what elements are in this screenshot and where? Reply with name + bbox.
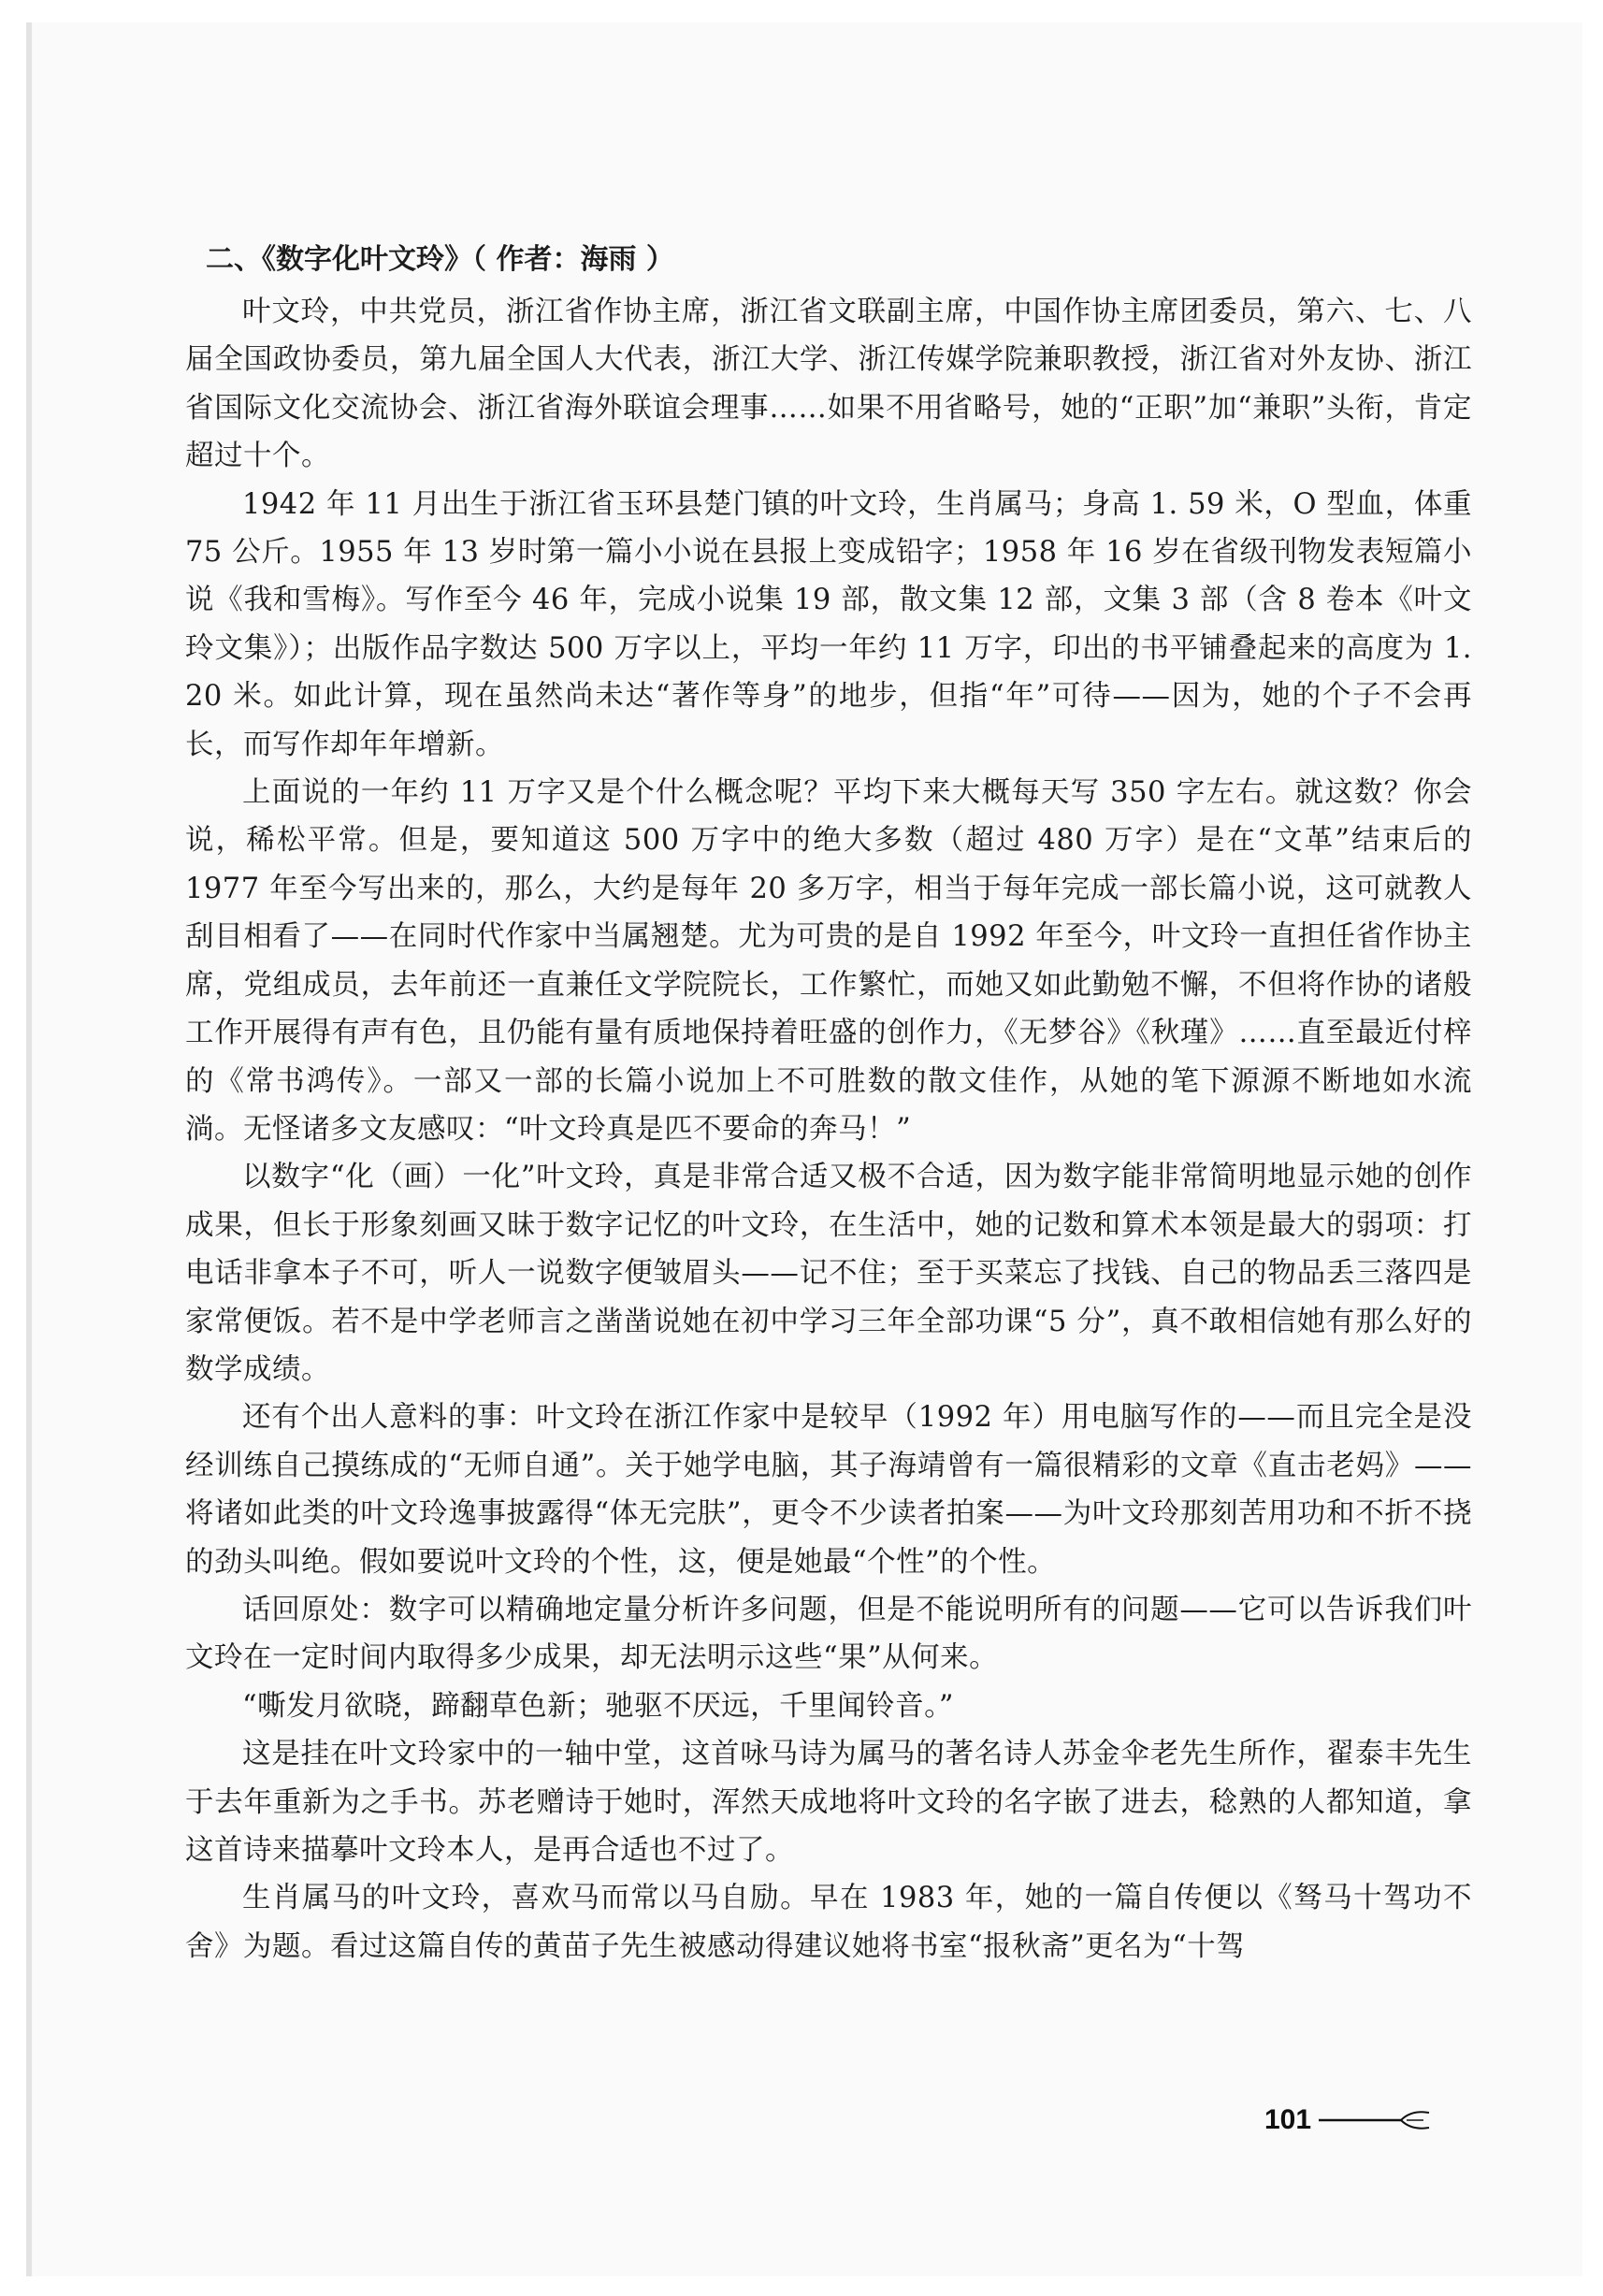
section-heading: 二、《数字化叶文玲》（ 作者：海雨 ）	[206, 243, 674, 276]
book-page	[26, 22, 1582, 2276]
paragraph-4: 以数字“化（画）一化”叶文玲，真是非常合适又极不合适，因为数字能非常简明地显示她的创作成果，但长于形象刻画又昧于数字记忆的叶文玲，在生活中，她的记数和算术本领是最大的弱项：打电话非拿本子不可，听人一说数字便皱眉头——记不住；至于买菜忘了找钱、自己的物品丢三落四是家常便饭。若不是中学老师言之凿凿说她在初中学习三年全部功课“5 分”，真不敢相信她有那么好的数学成绩。	[185, 1161, 1472, 1386]
paragraph-1: 叶文玲，中共党员，浙江省作协主席，浙江省文联副主席，中国作协主席团委员，第六、七、八届全国政协委员，第九届全国人大代表，浙江大学、浙江传媒学院兼职教授，浙江省对外友协、浙江省国际文化交流协会、浙江省海外联谊会理事……如果不用省略号，她的“正职”加“兼职”头衔，肯定超过十个。	[185, 296, 1472, 473]
paragraph-5: 还有个出人意料的事：叶文玲在浙江作家中是较早（1992 年）用电脑写作的——而且完全是没经训练自己摸练成的“无师自通”。关于她学电脑，其子海靖曾有一篇很精彩的文章《直击老妈》——将诸如此类的叶文玲逸事披露得“体无完肤”，更令不少读者拍案——为叶文玲那刻苦用功和不折不挠的劲头叫绝。假如要说叶文玲的个性，这，便是她最“个性”的个性。	[185, 1401, 1472, 1579]
page-footer	[1264, 2104, 1431, 2136]
paragraph-3: 上面说的一年约 11 万字又是个什么概念呢？平均下来大概每天写 350 字左右。就这数？你会说，稀松平常。但是，要知道这 500 万字中的绝大多数（超过 480 万字）是在“文革”结束后的 1977 年至今写出来的，那么，大约是每年 20 多万字，相当于每年完成一部长篇小说，这可就教人刮目相看了——在同时代作家中当属翘楚。尤为可贵的是自 1992 年至今，叶文玲一直担任省作协主席，党组成员，去年前还一直兼任文学院院长，工作繁忙，而她又如此勤勉不懈，不但将作协的诸般工作开展得有声有色，且仍能有量有质地保持着旺盛的创作力，《无梦谷》《秋瑾》……直至最近付梓的《常书鸿传》。一部又一部的长篇小说加上不可胜数的散文佳作，从她的笔下源源不断地如水流淌。无怪诸多文友感叹：“叶文玲真是匹不要命的奔马！”	[185, 776, 1472, 1146]
paragraph-2: 1942 年 11 月出生于浙江省玉环县楚门镇的叶文玲，生肖属马；身高 1. 59 米，O 型血，体重 75 公斤。1955 年 13 岁时第一篇小小说在县报上变成铅字；1958 年 16 岁在省级刊物发表短篇小说《我和雪梅》。写作至今 46 年，完成小说集 19 部，散文集 12 部，文集 3 部（含 8 卷本《叶文玲文集》）；出版作品字数达 500 万字以上，平均一年约 11 万字，印出的书平铺叠起来的高度为 1. 20 米。如此计算，现在虽然尚未达“著作等身”的地步，但指“年”可待——因为，她的个子不会再长，而写作却年年增新。	[185, 487, 1472, 761]
paragraph-9: 生肖属马的叶文玲，喜欢马而常以马自励。早在 1983 年，她的一篇自传便以《驽马十驾功不舍》为题。看过这篇自传的黄苗子先生被感动得建议她将书室“报秋斋”更名为“十驾	[185, 1882, 1472, 1963]
article-body	[185, 236, 1472, 1971]
page-number: 101	[1264, 2104, 1312, 2135]
paragraph-8: 这是挂在叶文玲家中的一轴中堂，这首咏马诗为属马的著名诗人苏金伞老先生所作，翟泰丰先生于去年重新为之手书。苏老赠诗于她时，浑然天成地将叶文玲的名字嵌了进去，稔熟的人都知道，拿这首诗来描摹叶文玲本人，是再合适也不过了。	[185, 1738, 1472, 1867]
paragraph-7: “嘶发月欲晓，蹄翻草色新；驰驱不厌远，千里闻铃音。”	[242, 1689, 954, 1723]
pen-nib-ornament-icon	[1319, 2109, 1431, 2131]
paragraph-6: 话回原处：数字可以精确地定量分析许多问题，但是不能说明所有的问题——它可以告诉我们叶文玲在一定时间内取得多少成果，却无法明示这些“果”从何来。	[185, 1593, 1472, 1675]
